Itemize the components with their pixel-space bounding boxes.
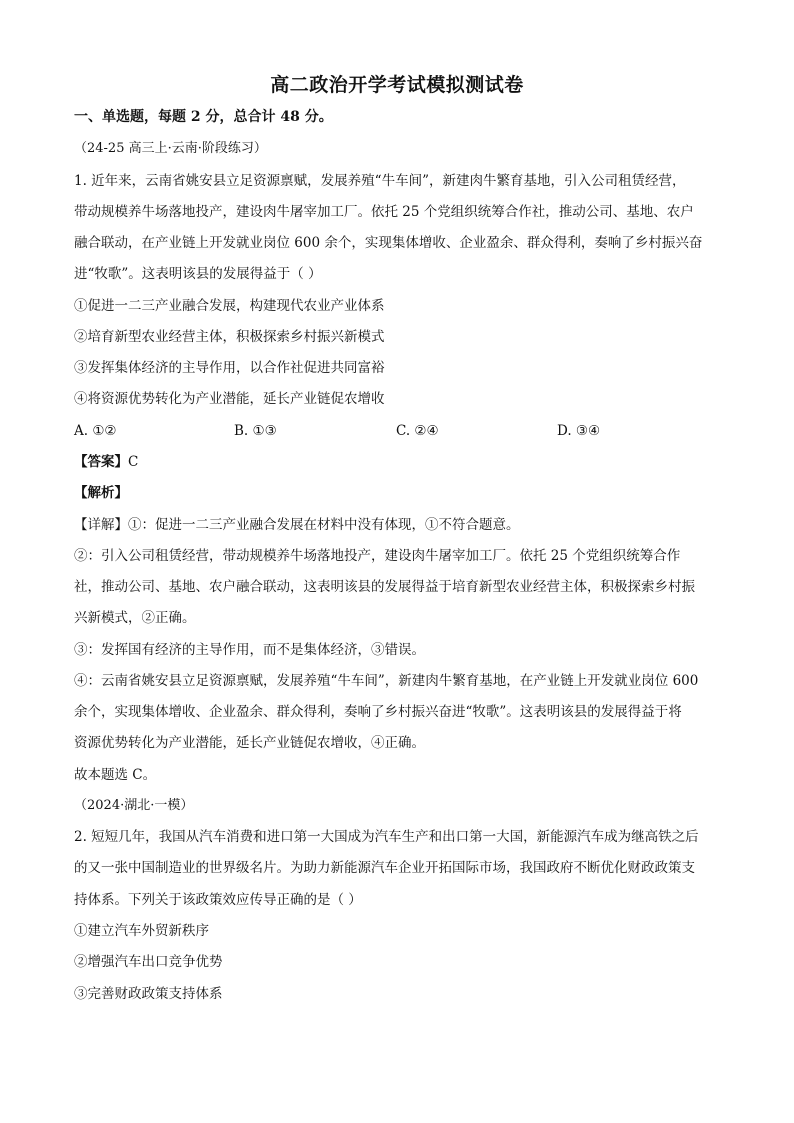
q1-statement: ③发挥集体经济的主导作用，以合作社促进共同富裕: [74, 360, 385, 376]
answer-value: C: [128, 454, 139, 470]
q2-statement: ③完善财政政策支持体系: [74, 986, 223, 1002]
q1-detail-line: 余个，实现集体增收、企业盈余、群众得利，奏响了乡村振兴奋进“牧歌”。这表明该县的发展得益于将: [74, 704, 682, 720]
q1-stem-line: 融合联动，在产业链上开发就业岗位 600 余个，实现集体增收、企业盈余、群众得利，奏响了乡村振兴奋: [74, 235, 703, 251]
q1-option-a: A. ①②: [74, 423, 117, 439]
answer-label: 【答案】: [74, 454, 128, 470]
q1-option-b: B. ①③: [234, 423, 277, 439]
q1-detail-line: ④：云南省姚安县立足资源禀赋，发展养殖“牛车间”，新建肉牛繁育基地，在产业链上开发就业岗位 600: [74, 673, 699, 689]
q1-detail-line: 资源优势转化为产业潜能，延长产业链促农增收，④正确。: [74, 735, 425, 751]
q2-statement: ①建立汽车外贸新秩序: [74, 923, 209, 939]
q1-answer: [74, 453, 138, 471]
q2-stem-line: 的又一张中国制造业的世界级名片。为助力新能源汽车企业开拓国际市场，我国政府不断优化财政政策支: [74, 860, 695, 876]
section-heading: 一、单选题，每题 2 分，总合计 48 分。: [74, 109, 333, 125]
q1-detail-line: 【详解】①：促进一二三产业融合发展在材料中没有体现，①不符合题意。: [74, 517, 520, 533]
q2-source: （2024·湖北·一模）: [74, 798, 194, 813]
q1-detail-line: ②：引入公司租赁经营，带动规模养牛场落地投产，建设肉牛屠宰加工厂。依托 25 个党组织统筹合作: [74, 548, 681, 564]
q1-statement: ④将资源优势转化为产业潜能，延长产业链促农增收: [74, 391, 385, 407]
page-title: 高二政治开学考试模拟测试卷: [270, 74, 524, 96]
q1-statement: ②培育新型农业经营主体，积极探索乡村振兴新模式: [74, 329, 385, 345]
q1-conclusion: 故本题选 C。: [74, 767, 157, 783]
q1-detail-line: 社，推动公司、基地、农户融合联动，这表明该县的发展得益于培育新型农业经营主体，积极探索乡村振: [74, 579, 695, 595]
q2-statement: ②增强汽车出口竞争优势: [74, 954, 223, 970]
q1-stem-line: 1. 近年来，云南省姚安县立足资源禀赋，发展养殖“牛车间”，新建肉牛繁育基地，引入公司租赁经营，: [74, 173, 686, 189]
q1-source: （24-25 高三上·云南·阶段练习）: [74, 141, 267, 156]
q1-option-d: D. ③④: [557, 423, 601, 439]
q2-stem-line: 2. 短短几年，我国从汽车消费和进口第一大国成为汽车生产和出口第一大国，新能源汽车成为继高铁之后: [74, 829, 699, 845]
q1-option-c: C. ②④: [396, 423, 439, 439]
q1-detail-line: 兴新模式，②正确。: [74, 610, 196, 626]
q1-detail-line: ③：发挥国有经济的主导作用，而不是集体经济，③错误。: [74, 642, 425, 658]
q1-statement: ①促进一二三产业融合发展，构建现代农业产业体系: [74, 298, 385, 314]
q2-stem-line: 持体系。下列关于该政策效应传导正确的是（ ）: [74, 892, 362, 908]
q1-stem-line: 带动规模养牛场落地投产，建设肉牛屠宰加工厂。依托 25 个党组织统筹合作社，推动公司、基地、农户: [74, 204, 694, 220]
q1-stem-line: 进“牧歌”。这表明该县的发展得益于（ ）: [74, 266, 322, 282]
analysis-label: 【解析】: [74, 485, 128, 501]
